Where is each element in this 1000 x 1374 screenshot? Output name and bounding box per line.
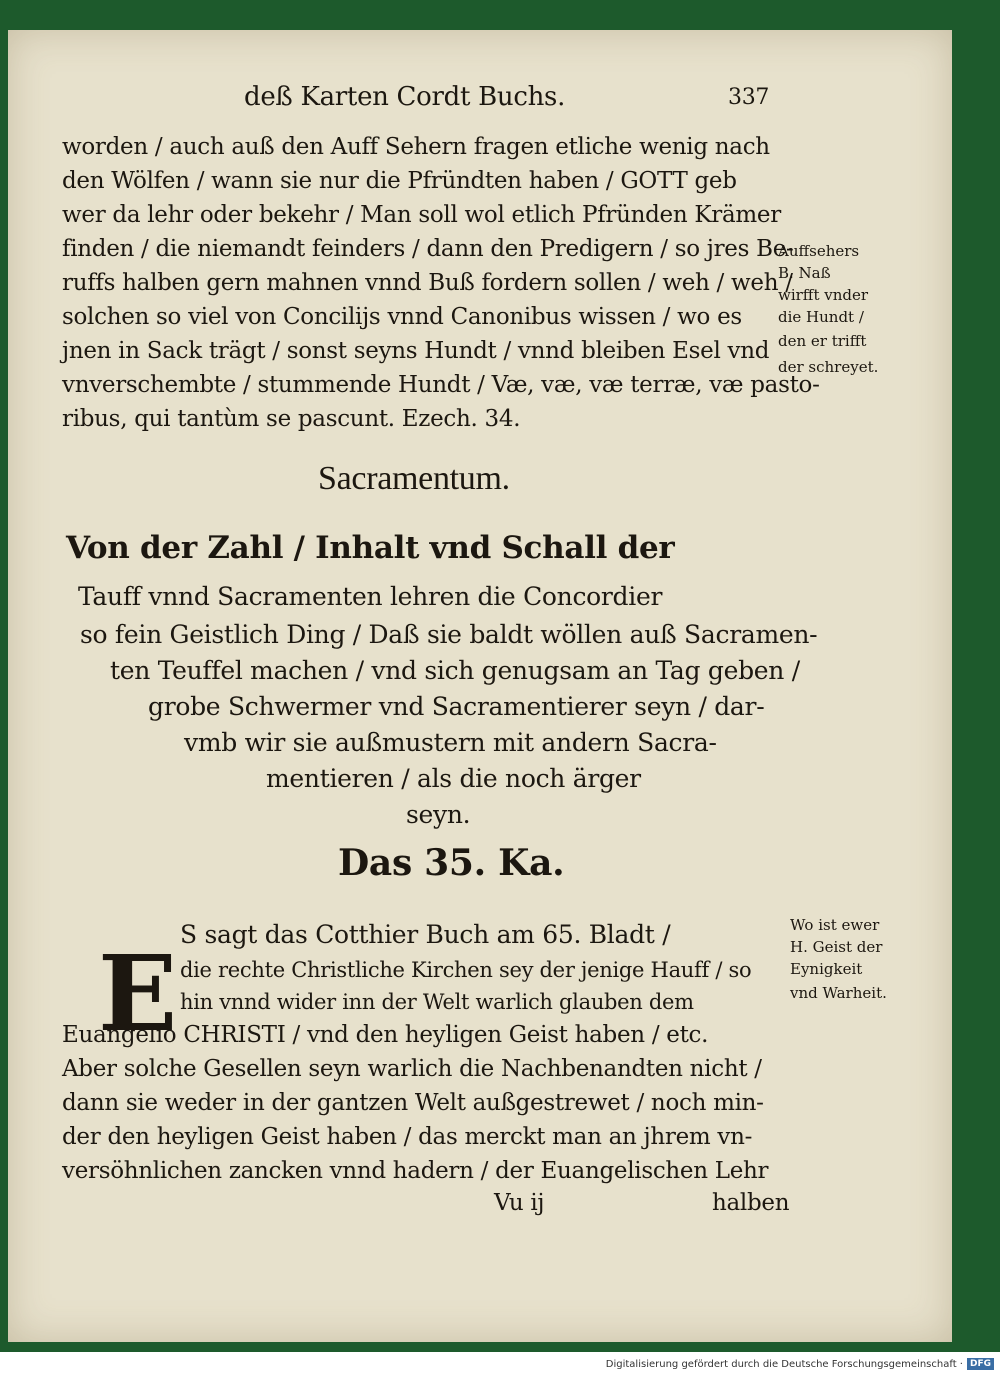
- text-line: finden / die niemandt feinders / dann den Predigern / so jres Be-: [62, 236, 794, 262]
- margin-note-line: vnd Warheit.: [790, 984, 887, 1002]
- intro-line: mentieren / als die noch ärger: [266, 764, 641, 793]
- intro-line: seyn.: [406, 800, 471, 829]
- margin-note-line: die Hundt /: [778, 308, 864, 326]
- intro-line: vmb wir sie außmustern mit andern Sacra-: [184, 728, 717, 757]
- text-line: Euangelio CHRISTI / vnd den heyligen Geist haben / etc.: [62, 1022, 709, 1048]
- footer: [606, 1354, 994, 1374]
- margin-note-line: Eynigkeit: [790, 960, 863, 978]
- text-line: ruffs halben gern mahnen vnnd Buß fordern sollen / weh / weh /: [62, 270, 793, 296]
- running-title: deß Karten Cordt Buchs.: [244, 82, 566, 112]
- text-line: jnen in Sack trägt / sonst seyns Hundt / vnnd bleiben Esel vnd: [62, 338, 770, 364]
- margin-note-line: wirfft vnder: [778, 286, 869, 304]
- margin-note-line: B. Naß: [778, 264, 831, 282]
- text-line: dann sie weder in der gantzen Welt außgestrewet / noch min-: [62, 1090, 764, 1116]
- text-line: wer da lehr oder bekehr / Man soll wol etlich Pfründen Krämer: [62, 202, 781, 228]
- text-line: Aber solche Gesellen seyn warlich die Nachbenandten nicht /: [62, 1056, 762, 1082]
- page-number: 337: [728, 85, 770, 110]
- chapter-heading: Das 35. Ka.: [338, 842, 565, 884]
- text-line: versöhnlichen zancken vnnd hadern / der Euangelischen Lehr: [62, 1158, 769, 1184]
- intro-line: so fein Geistlich Ding / Daß sie baldt wöllen auß Sacramen-: [80, 620, 818, 649]
- margin-note-line: der schreyet.: [778, 358, 879, 376]
- book-page: [8, 30, 952, 1342]
- signature-mark: Vu ij: [494, 1190, 545, 1216]
- intro-line: ten Teuffel machen / vnd sich genugsam an Tag geben /: [110, 656, 800, 685]
- footer-credit: Digitalisierung gefördert durch die Deutsche Forschungsgemeinschaft ·: [605, 1358, 963, 1370]
- intro-line: Tauff vnnd Sacramenten lehren die Concordier: [78, 582, 663, 611]
- dfg-logo: DFG: [967, 1358, 994, 1370]
- text-line: S sagt das Cotthier Buch am 65. Bladt /: [180, 920, 671, 949]
- text-line: worden / auch auß den Auff Sehern fragen etliche wenig nach: [62, 134, 770, 160]
- text-line: ribus, qui tantùm se pascunt. Ezech. 34.: [62, 406, 521, 432]
- intro-line: grobe Schwermer vnd Sacramentierer seyn / dar-: [148, 692, 765, 721]
- text-line: die rechte Christliche Kirchen sey der jenige Hauff / so: [180, 958, 752, 982]
- text-line: hin vnnd wider inn der Welt warlich glauben dem: [180, 990, 694, 1014]
- drop-cap: E: [98, 932, 178, 1055]
- margin-note-line: den er trifft: [778, 332, 867, 350]
- margin-note-line: Wo ist ewer: [790, 916, 880, 934]
- margin-note-line: Auffsehers: [778, 242, 860, 260]
- section-intro-large: Von der Zahl / Inhalt vnd Schall der: [66, 530, 675, 566]
- section-heading: Sacramentum.: [318, 460, 510, 497]
- catchword: halben: [712, 1190, 790, 1216]
- text-line: solchen so viel von Concilijs vnnd Canonibus wissen / wo es: [62, 304, 742, 330]
- text-line: den Wölfen / wann sie nur die Pfründten haben / GOTT geb: [62, 168, 737, 194]
- text-line: vnverschembte / stummende Hundt / Væ, væ, væ terræ, væ pasto-: [62, 372, 820, 398]
- text-line: der den heyligen Geist haben / das merckt man an jhrem vn-: [62, 1124, 753, 1150]
- margin-note-line: H. Geist der: [790, 938, 883, 956]
